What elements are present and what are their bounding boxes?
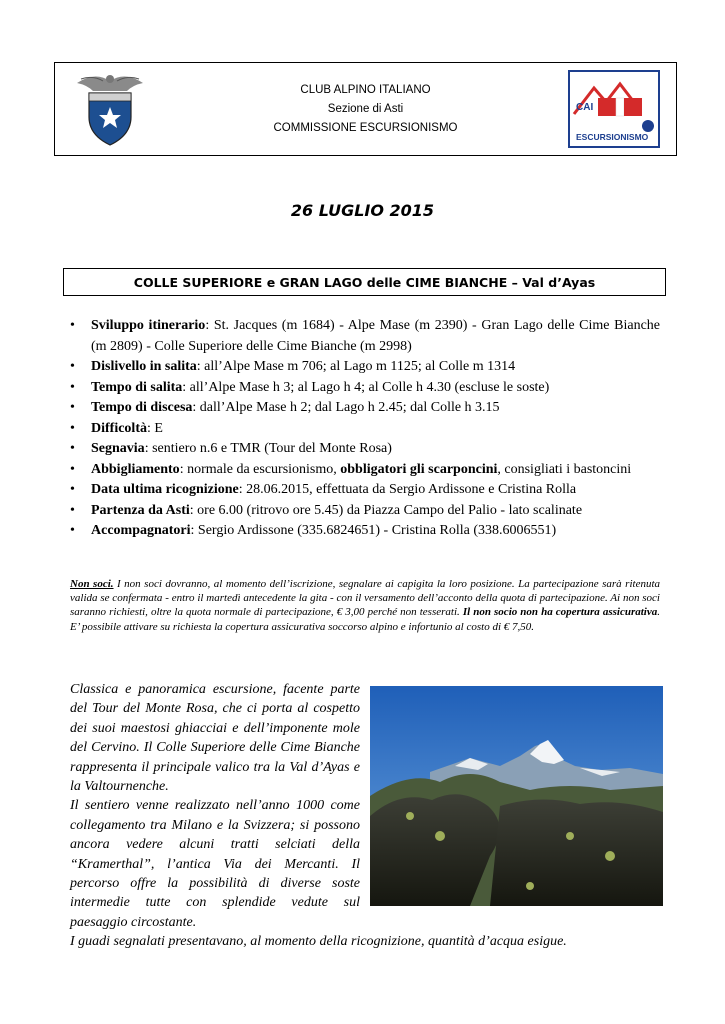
detail-trail-markers: • Segnavia: sentiero n.6 e TMR (Tour del Monte Rosa) <box>70 439 660 460</box>
detail-itinerary: • Sviluppo itinerario: St. Jacques (m 1684) - Alpe Mase (m 2390) - Gran Lago delle Cime Bianche (m 2809) - Colle Superiore delle Cime Bianche (m 2998) <box>70 316 660 357</box>
detail-descent-time: • Tempo di discesa: dall’Alpe Mase h 2; dal Lago h 2.45; dal Colle h 3.15 <box>70 398 660 419</box>
mountain-photo <box>370 686 663 906</box>
trip-description <box>70 680 360 932</box>
logo-text-escursionismo: ESCURSIONISMO <box>576 132 649 142</box>
cai-eagle-logo <box>75 69 145 149</box>
detail-clothing: • Abbigliamento: normale da escursionismo, obbligatori gli scarponcini, consigliati i bastoncini <box>70 460 660 481</box>
cai-escursionismo-logo <box>568 70 660 148</box>
trip-details-list <box>70 316 660 542</box>
detail-guides: • Accompagnatori: Sergio Ardissone (335.6824651) - Cristina Rolla (338.6006551) <box>70 521 660 542</box>
header-commission: COMMISSIONE ESCURSIONISMO <box>273 122 458 134</box>
detail-departure: • Partenza da Asti: ore 6.00 (ritrovo ore 5.45) da Piazza Campo del Palio - lato scalinate <box>70 501 660 522</box>
detail-last-survey: • Data ultima ricognizione: 28.06.2015, effettuata da Sergio Ardissone e Cristina Rolla <box>70 480 660 501</box>
description-paragraph-1: Classica e panoramica escursione, facente parte del Tour del Monte Rosa, che ci porta al cospetto dei suoi maestosi ghiacciai e dell’imponente mole del Cervino. Il Colle Superiore delle Cime Bianche rappresenta il principale valico tra la Val d’Ayas e la Valtournenche. <box>70 682 360 795</box>
detail-difficulty: • Difficoltà: E <box>70 419 660 440</box>
detail-elevation-gain: • Dislivello in salita: all’Alpe Mase m 706; al Lago m 1125; al Colle m 1314 <box>70 357 660 378</box>
letterhead <box>54 62 677 156</box>
logo-text-cai: CAI <box>576 102 594 113</box>
trip-title: COLLE SUPERIORE e GRAN LAGO delle CIME BIANCHE – Val d’Ayas <box>63 268 666 296</box>
non-member-note: Non soci. I non soci dovranno, al momento dell’iscrizione, segnalare ai capigita la loro posizione. La partecipazione sarà ritenuta valida se confermata - entro il martedì antecedente la gita - con il versamento dell’acconto della quota di partecipazione. Ai non soci saranno richiesti, oltre la quota normale di partecipazione, € 3,00 perché non tesserati. Il non socio non ha copertura assicurativa. E’ possibile attivare su richiesta la copertura assicurativa soccorso alpino e infortunio al costo di € 7,50. <box>70 578 661 633</box>
description-paragraph-2: Il sentiero venne realizzato nell’anno 1000 come collegamento tra Milano e la Svizzera; si possono ancora vedere alcuni tratti selciati della “Kramerthal”, l’antica Via dei Mercanti. Il percorso offre la possibilità di diverse soste intermedie tutte con splendide vedute sul paesaggio circostante. <box>70 798 360 930</box>
header-section: Sezione di Asti <box>327 103 404 115</box>
event-date: 26 LUGLIO 2015 <box>290 201 435 220</box>
note-label: Non soci. <box>70 578 114 590</box>
description-paragraph-3: I guadi segnalati presentavano, al momento della ricognizione, quantità d’acqua esigue. <box>70 934 567 949</box>
detail-ascent-time: • Tempo di salita: all’Alpe Mase h 3; al Lago h 4; al Colle h 4.30 (escluse le soste) <box>70 378 660 399</box>
header-org: CLUB ALPINO ITALIANO <box>300 84 431 96</box>
